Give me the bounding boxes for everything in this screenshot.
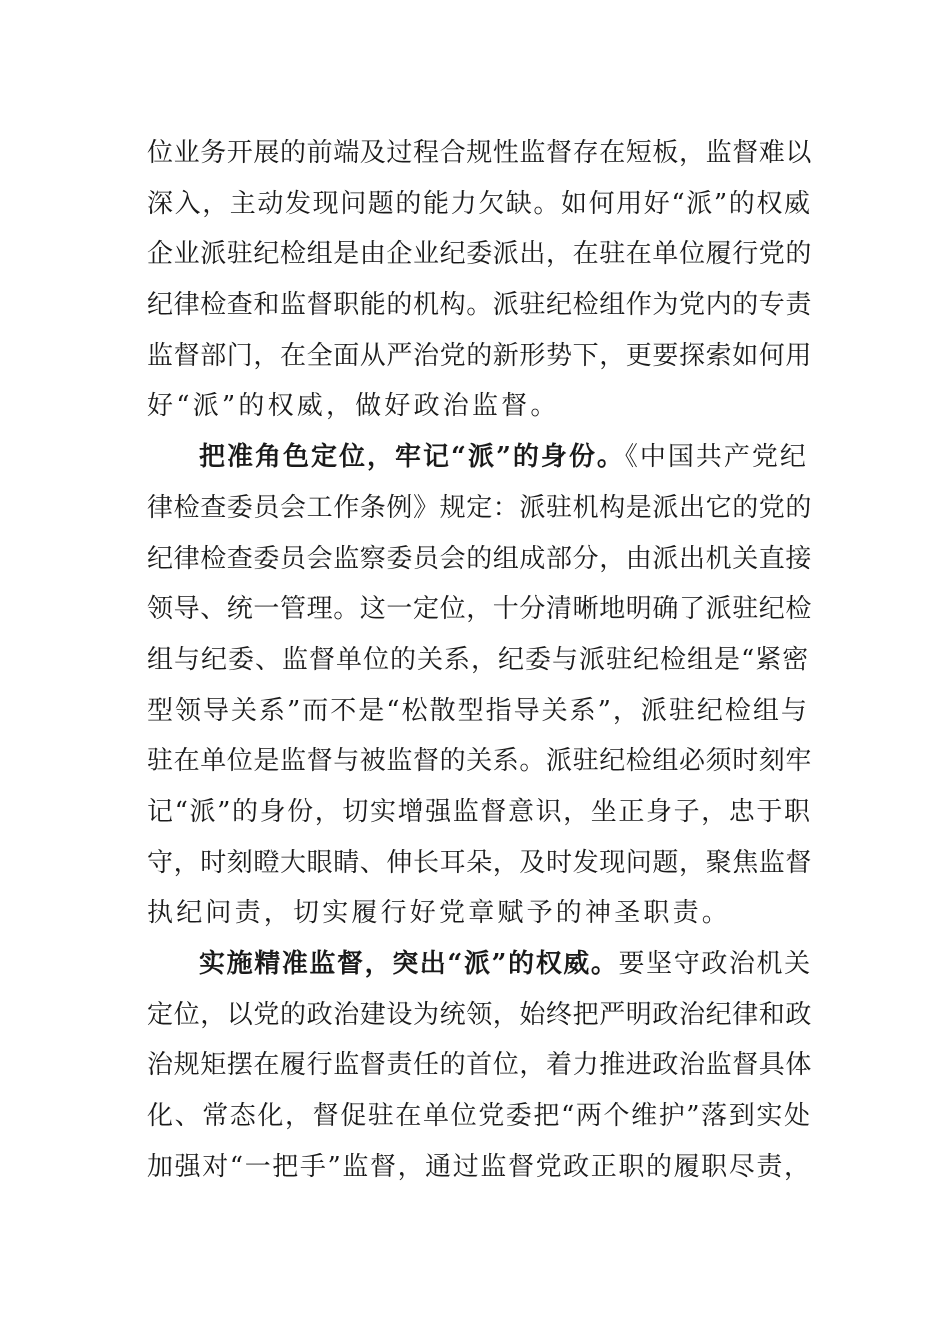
text-line: 领导、统一管理。这一定位，十分清晰地明确了派驻纪检 (147, 594, 813, 625)
text-line: 记“派”的身份，切实增强监督意识，坐正身子，忠于职 (147, 796, 812, 827)
text-line: 组与纪委、监督单位的关系，纪委与派驻纪检组是“紧密 (147, 644, 810, 675)
section-heading: 实施精准监督，突出“派”的权威。 (199, 949, 619, 979)
text-run: 要坚守政治机关 (618, 949, 812, 979)
paragraph-first-line (147, 939, 812, 990)
text-line: 好“派”的权威，做好政治监督。 (147, 391, 560, 422)
text-line: 位业务开展的前端及过程合规性监督存在短板，监督难以 (147, 138, 813, 168)
text-line: 纪律检查和监督职能的机构。派驻纪检组作为党内的专责 (147, 290, 813, 321)
text-line: 定位，以党的政治建设为统领，始终把严明政治纪律和政 (147, 999, 813, 1030)
paragraph-first-line (147, 432, 812, 483)
section-heading: 把准角色定位，牢记“派”的身份。 (199, 442, 625, 473)
text-line: 型领导关系”而不是“松散型指导关系”，派驻纪检组与 (147, 695, 809, 726)
text-line: 加强对“一把手”监督，通过监督党政正职的履职尽责， (147, 1151, 812, 1182)
text-line: 纪律检查委员会监察委员会的组成部分，由派出机关直接 (147, 543, 813, 574)
text-line: 企业派驻纪检组是由企业纪委派出，在驻在单位履行党的 (147, 239, 813, 270)
text-line: 监督部门，在全面从严治党的新形势下，更要探索如何用 (147, 340, 813, 371)
text-line: 执纪问责，切实履行好党章赋予的神圣职责。 (147, 898, 732, 929)
text-line: 化、常态化，督促驻在单位党委把“两个维护”落到实处 (147, 1101, 812, 1132)
text-line: 律检查委员会工作条例》规定：派驻机构是派出它的党的 (147, 492, 813, 523)
document-body (147, 128, 812, 1192)
text-line: 驻在单位是监督与被监督的关系。派驻纪检组必须时刻牢 (147, 746, 813, 777)
text-line: 深入，主动发现问题的能力欠缺。如何用好“派”的权威 (147, 188, 812, 219)
text-run: 《中国共产党纪 (624, 442, 808, 473)
text-line: 治规矩摆在履行监督责任的首位，着力推进政治监督具体 (147, 1050, 813, 1081)
text-line: 守，时刻瞪大眼睛、伸长耳朵，及时发现问题，聚焦监督 (147, 847, 813, 878)
